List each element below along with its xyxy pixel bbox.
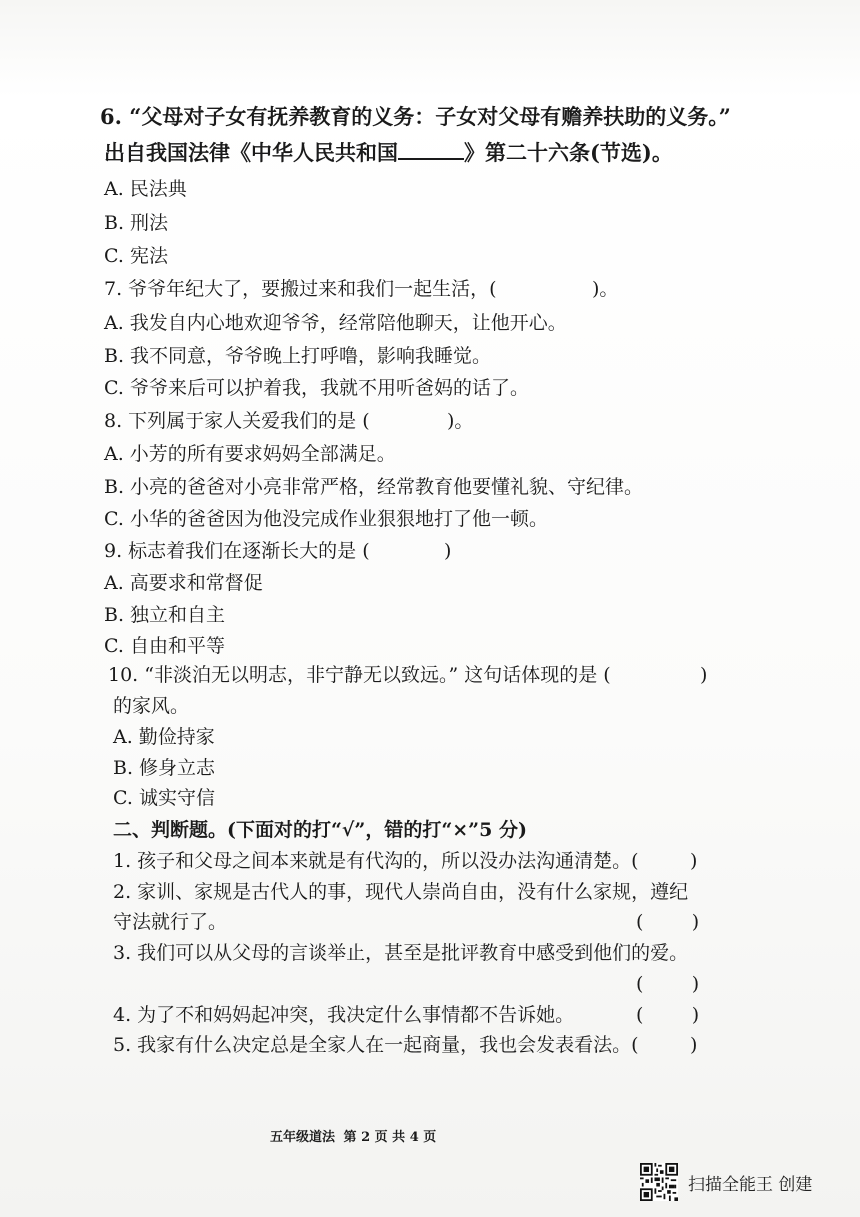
q9-option-b: B. 独立和自主 [104,604,226,626]
q9-option-a: A. 高要求和常督促 [104,572,263,594]
scanner-watermark-text: 扫描全能王 创建 [688,1174,813,1195]
judge-2-line2: 守法就行了。 [113,911,228,933]
q7-stem: 7. 爷爷年纪大了，要搬过来和我们一起生活，( [104,278,497,300]
q6-stem-line2-pre: 出自我国法律《中华人民共和国 [104,140,398,165]
judge-4: 4. 为了不和妈妈起冲突，我决定什么事情都不告诉她。 [113,1004,575,1026]
q10-option-c: C. 诚实守信 [113,787,215,809]
judge-1-paren-close: ) [690,850,698,872]
judge-5: 5. 我家有什么决定总是全家人在一起商量，我也会发表看法。( [113,1034,639,1056]
q6-stem-line1: 6. “父母对子女有抚养教育的义务：子女对父母有赡养扶助的义务。” [100,104,731,129]
q6-stem-line2 [104,140,673,166]
q10-stem-line2: 的家风。 [113,695,190,717]
q8-paren-close: )。 [447,410,474,432]
judge-4-paren: ( ) [636,1004,700,1026]
q9-paren-close: ) [444,540,452,562]
q6-stem-line2-post: 》第二十六条(节选)。 [464,140,673,165]
q9-stem: 9. 标志着我们在逐渐长大的是 ( [104,540,370,562]
judge-2-paren: ( ) [636,911,700,933]
qr-code-icon [640,1163,678,1201]
q6-option-a: A. 民法典 [104,178,187,200]
q6-option-b: B. 刑法 [104,212,169,234]
q10-option-b: B. 修身立志 [113,757,216,779]
footer-page-number: 第 2 页 共 4 页 [343,1130,437,1145]
q8-stem: 8. 下列属于家人关爱我们的是 ( [104,410,370,432]
judge-3-line1: 3. 我们可以从父母的言谈举止，甚至是批评教育中感受到他们的爱。 [113,942,689,964]
q7-option-a: A. 我发自内心地欢迎爷爷，经常陪他聊天，让他开心。 [104,312,567,334]
q7-paren-close: )。 [592,278,619,300]
q10-paren-close: ) [700,664,708,686]
judge-1: 1. 孩子和父母之间本来就是有代沟的，所以没办法沟通清楚。( [113,850,639,872]
q10-option-a: A. 勤俭持家 [113,726,215,748]
judge-3-paren: ( ) [636,973,700,995]
q6-option-c: C. 宪法 [104,245,168,267]
section2-title: 二、判断题。(下面对的打“√”，错的打“×”5 分) [113,819,527,841]
judge-2-line1: 2. 家训、家规是古代人的事，现代人崇尚自由，没有什么家规，遵纪 [113,881,689,903]
scanner-watermark [640,1163,812,1201]
judge-5-paren-close: ) [690,1034,698,1056]
q10-stem: 10. “非淡泊无以明志，非宁静无以致远。” 这句话体现的是 ( [108,664,611,686]
q8-option-a: A. 小芳的所有要求妈妈全部满足。 [104,443,396,465]
q9-option-c: C. 自由和平等 [104,635,225,657]
footer-grade: 五年级道法 [270,1130,336,1145]
q7-option-c: C. 爷爷来后可以护着我，我就不用听爸妈的话了。 [104,377,529,399]
q6-answer-blank [398,142,464,160]
q7-option-b: B. 我不同意，爷爷晚上打呼噜，影响我睡觉。 [104,345,492,367]
q8-option-c: C. 小华的爸爸因为他没完成作业狠狠地打了他一顿。 [104,508,548,530]
page-footer [270,1126,440,1145]
q8-option-b: B. 小亮的爸爸对小亮非常严格，经常教育他要懂礼貌、守纪律。 [104,476,644,498]
